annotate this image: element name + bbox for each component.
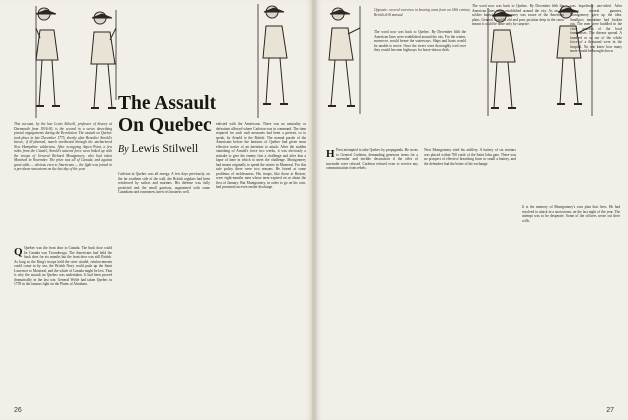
soldier-figure-3: [258, 4, 288, 118]
right-page: [314, 0, 628, 420]
right-column-3: It is the memory of Montgomery's own plan that lives. He had resolved to attack in a snowstorm, on the last night of the year. The attempt was to be desperate. Some of the officers wrote out their wills.: [522, 205, 620, 223]
drop-cap-h: H: [326, 148, 335, 160]
soldier-figure-4: [328, 6, 360, 114]
intro-paragraph: This account, by the late Lewis Stilwell, professor of history at Dartmouth from 1916-50, is the second in a series describing pivotal engagements during the Revolution. The assault on Quebec took place in late December 1775, shortly after Benedict Arnold's heroic, if ill-planned, march northward through the unchartered New Hampshire wilderness. After occupying Aspen Point, a few miles from the Citadel, Arnold's tattered force soon linked up with the troops of General Richard Montgomery, who had taken Montreal in November. The prize was all of Canada, and against great odds — obvious even to Americans — the fight was joined in a pre-dawn snowstorm on the last day of the year.: [14, 122, 112, 171]
left-column-3: enlisted with the Americans. There was no neutrality or defeatism allowed where Carleton was in command. The time required for such rash measures had been a present, so to speak, by Arnold to the British. The normal parole of the Americans before the bastions of Quebec had given most effective notice of an intention to attack. After the sudden vanishing of Arnold's force two weeks, it was obviously a mistake to give the enemy first a challenge and after that a lapse of time in which to meet the challenge. Montgomery had meant originally to spend the winter in Montreal. For this safe policy there were two reasons. He feared at some problems of recklessness. His troops, like those at Boston, were eight-months men whose term expired on or about the first of January. But Montgomery, in order to go on his own, had promised an even earlier discharge.: [216, 122, 306, 189]
right-column-1-text: First attempted to take Quebec by propaganda. He wrote to General Carleton, demanding generous terms for a surrender and terrible destruction if the offer of surrender were refused. Carleton refused even to receive any communication from rebels.: [326, 148, 418, 170]
article-headline: [118, 93, 217, 137]
right-column-1: [326, 148, 418, 393]
page-gutter: [312, 0, 316, 420]
right-column-2-top: The word now was back to Quebec. By December fifth the American lines were established around the city. As an old soldier knowing, Montgomery was aware of the American plans. General Arnold's old and poor position deep in the snow meant it could be done only by surprise.: [472, 4, 564, 26]
left-page-number: 26: [14, 407, 22, 414]
left-column-1-text: Quebec was the front door to Canada. The back door could be Canada was Ticonderoga. The Americans had held the back door for six months but the front door was still British. As long as the King's troops held the river citadel, reinforcements could come in by sea, the British Navy could push up the Saint Lawrence to Montreal, and the whole of Canada might be lost. That is why the assault on Quebec was undertaken. It had been proved dramatically in the last war. General Wolfe had taken Quebec in 1759 in the famous fight on the Plains of Abraham.: [14, 246, 112, 286]
byline-by: By: [118, 144, 129, 155]
drop-cap: Q: [14, 246, 23, 258]
right-page-number: 27: [606, 407, 614, 414]
right-column-2: Next Montgomery tried his artillery. A battery of six mortars was placed within 700 yards of the Saint John gate. There was no prospect of effective breaching from so small a battery, and the defenders had the better of the exchange.: [424, 148, 516, 166]
right-column-1-top: The word now was back to Quebec. By December fifth the American lines were established around the city. For the winter, moreover, would freeze the waterways. Ships and boats would be unable to move. Once the rivers were thoroughly iced over they would become highways for horse-drawn sleds.: [374, 30, 466, 52]
headline-line-1: The Assault: [118, 93, 217, 114]
soldier-figure-1: [36, 6, 60, 118]
byline: [118, 143, 198, 155]
byline-author: Lewis Stilwell: [131, 143, 199, 155]
illustration-caption: Opposite: several exercises in bearing arms from an 18th century British drill manual.: [374, 8, 470, 17]
left-column-2: Carleton in Quebec was all energy. A few days previously, on the far southern side of the wall, the British regulars had been reinforced by sailors and marines. His defense was fully protected and the small garrison, augmented with some Canadians and townsmen, knew its business well.: [118, 172, 210, 194]
left-column-1: [14, 246, 112, 396]
right-column-3-top: was hopelessly one-sided. After losing several gunners, Montgomery gave up the idea. Smallpox meantime had broken out. The men were huddled in the close quarters of the local farmhouses. The disease spread. A hundred or so out of the whole force of a thousand were in the hospital. No one knew how many more would be brought down.: [570, 4, 622, 53]
headline-line-2: On Quebec: [118, 115, 212, 136]
soldier-figure-2: [91, 10, 116, 108]
